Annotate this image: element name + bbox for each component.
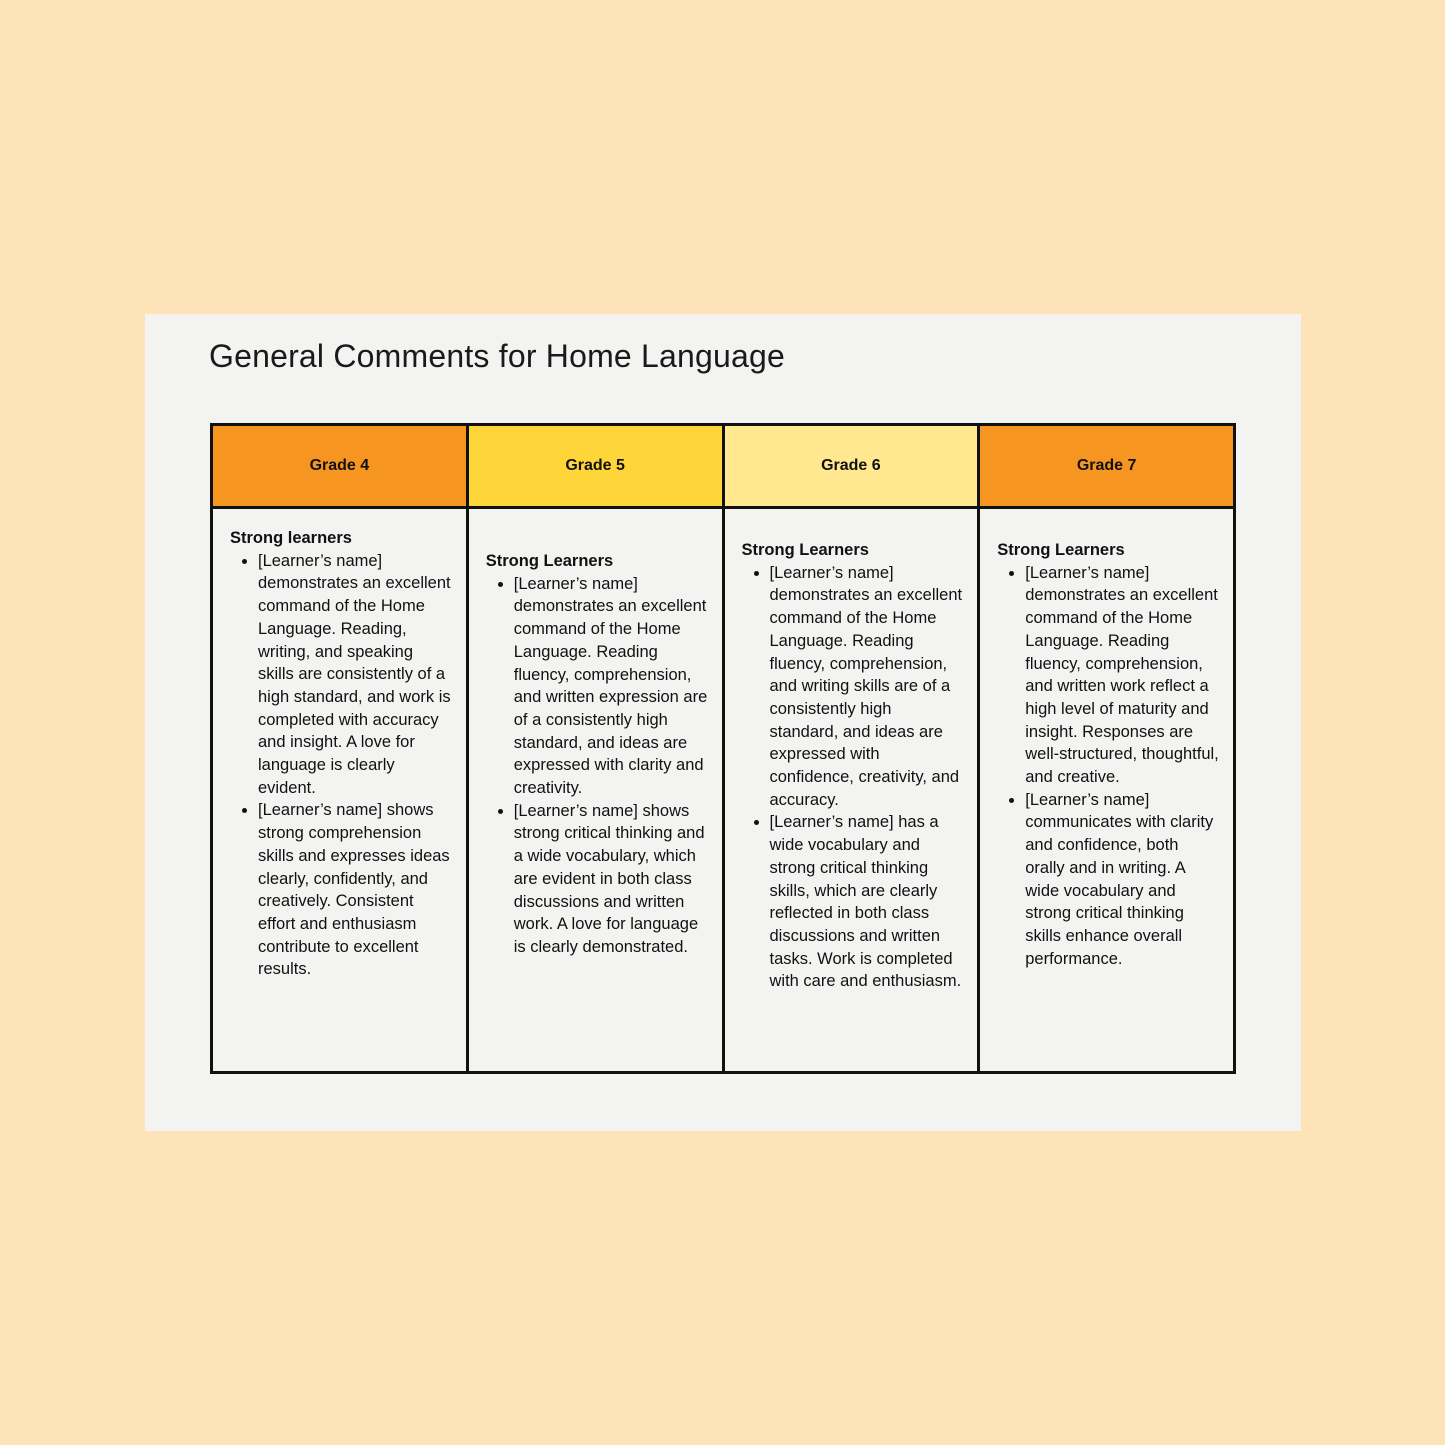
document-card [145,314,1301,1131]
comment-list [230,550,452,981]
header-grade-4: Grade 4 [212,425,468,508]
cell-content [997,527,1219,970]
list-item: • [Learner’s name] shows strong critical thinking and a wide vocabulary, which are evident in both class discussions and written work. A love for language is clearly demonstrated. [514,800,708,959]
cell-grade-7 [979,508,1235,1073]
cell-heading: Strong Learners [741,541,869,559]
cell-content [230,527,452,981]
grade-comments-table [210,423,1236,1074]
cell-content [742,527,964,993]
cell-content [486,527,708,959]
cell-heading: Strong Learners [485,552,614,570]
header-row [212,425,1235,508]
cell-grade-4 [212,508,468,1073]
list-item: • [Learner’s name] shows strong comprehension skills and expresses ideas clearly, confidently, and creatively. Consistent effort and enthusiasm contribute to excellent results. [258,799,452,981]
body-row [212,508,1235,1073]
comment-list [486,573,708,959]
header-grade-5: Grade 5 [467,425,723,508]
list-item: • [Learner’s name] has a wide vocabulary and strong critical thinking skills, which are clearly reflected in both class discussions and written tasks. Work is completed with care and enthusiasm. [770,811,964,993]
list-item: • [Learner’s name] demonstrates an excellent command of the Home Language. Reading, writing, and speaking skills are consistently of a high standard, and work is completed with accuracy and insight. A love for language is clearly evident. [258,550,452,800]
list-item: • [Learner’s name] communicates with clarity and confidence, both orally and in writing. A wide vocabulary and strong critical thinking skills enhance overall performance. [1025,789,1219,971]
cell-grade-5 [467,508,723,1073]
header-grade-6: Grade 6 [723,425,979,508]
list-item: • [Learner’s name] demonstrates an excellent command of the Home Language. Reading fluency, comprehension, and written expression are of a consistently high standard, and ideas are expressed with clarity and creativity. [514,573,708,800]
cell-heading: Strong Learners [997,541,1125,559]
comment-list [997,562,1219,971]
list-item: • [Learner’s name] demonstrates an excellent command of the Home Language. Reading fluency, comprehension, and writing skills are of a consistently high standard, and ideas are expressed with confidence, creativity, and accuracy. [770,562,964,812]
cell-heading: Strong learners [230,529,352,547]
comment-list [742,562,964,993]
header-grade-7: Grade 7 [979,425,1235,508]
page-title: General Comments for Home Language [209,338,785,374]
list-item: • [Learner’s name] demonstrates an excellent command of the Home Language. Reading fluency, comprehension, and written work reflect a high level of maturity and insight. Responses are well-structured, thoughtful, and creative. [1025,562,1219,789]
cell-grade-6 [723,508,979,1073]
